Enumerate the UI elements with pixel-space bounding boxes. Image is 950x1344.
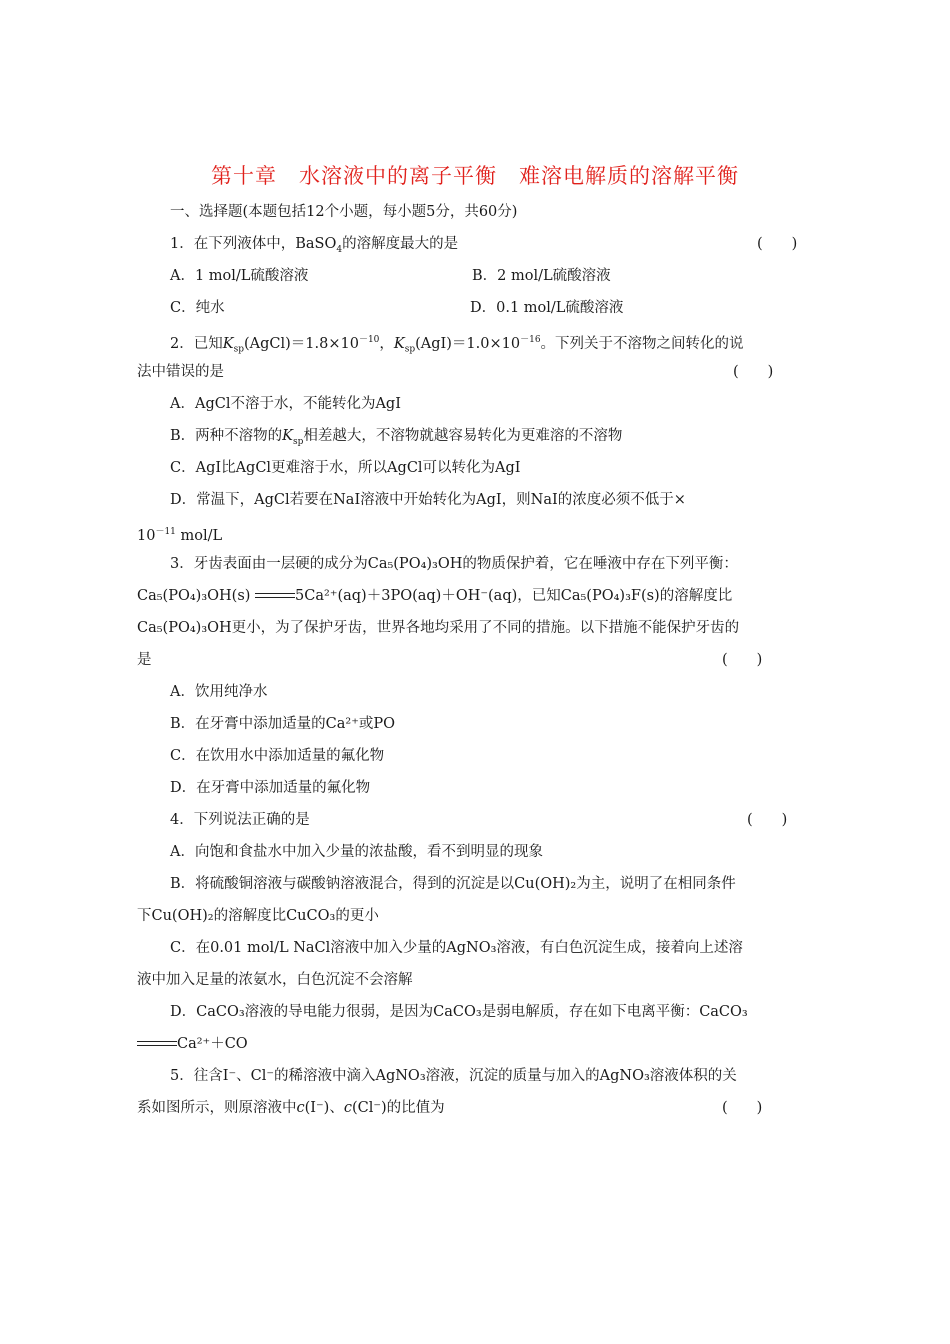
question-5-stem: 5．往含I⁻、Cl⁻的稀溶液中滴入AgNO₃溶液，沉淀的质量与加入的AgNO₃溶液体积的关 [170, 1068, 737, 1084]
answer-blank: ( ) [733, 364, 774, 380]
question-3-option-d: D．在牙膏中添加适量的氟化物 [170, 780, 371, 796]
question-4-stem: 4．下列说法正确的是 [170, 812, 310, 828]
answer-blank: ( ) [722, 1100, 763, 1116]
question-1-option-a: A．1 mol/L硫酸溶液 [170, 268, 309, 284]
question-2-stem: 2．已知$K_{sp}(AgCl)=1.8\times 10^{-10}$，$K_{sp}(AgI)=1.0\times 10^{-16}$。下列关于不溶物之间转化的说 [170, 335, 744, 355]
section-heading: 一、选择题(本题包括12个小题，每小题5分，共60分) [170, 204, 518, 220]
question-1-stem: 1．在下列液体中，BaSO$_4$的溶解度最大的是 [170, 236, 459, 255]
question-4-option-c-line-2: 液中加入足量的浓氨水，白色沉淀不会溶解 [137, 972, 413, 988]
question-2-option-d: D．常温下，AgCl若要在NaI溶液中开始转化为AgI，则NaI的浓度必须不低于× [170, 492, 686, 508]
question-1-option-c: C．纯水 [170, 300, 225, 316]
question-3-stem: 3．牙齿表面由一层硬的成分为Ca₅(PO₄)₃OH的物质保护着，它在唾液中存在下列平衡： [170, 556, 738, 572]
question-2-option-a: A．AgCl不溶于水，不能转化为AgI [170, 396, 401, 412]
question-4-option-c: C．在0.01 mol/L NaCl溶液中加入少量的AgNO₃溶液，有白色沉淀生成，接着向上述溶 [170, 940, 743, 956]
chapter-title: 第十章 水溶液中的离子平衡 难溶电解质的溶解平衡 [211, 164, 739, 188]
question-3-equation: Ca₅(PO₄)₃OH(s) 5Ca²⁺(aq)＋3PO(aq)＋OH⁻(aq)，已知Ca₅(PO₄)₃F(s)的溶解度比 [137, 588, 733, 604]
answer-blank: ( ) [722, 652, 763, 668]
question-2-option-d-line-2: $10^{-11}$ mol/L [137, 527, 223, 544]
question-2-option-c: C．AgI比AgCl更难溶于水，所以AgCl可以转化为AgI [170, 460, 521, 476]
question-3-option-b: B．在牙膏中添加适量的Ca²⁺或PO [170, 716, 396, 732]
question-2-option-b: B．两种不溶物的$K_{sp}$相差越大，不溶物就越容易转化为更难溶的不溶物 [170, 428, 623, 447]
question-3-stem-line-3: Ca₅(PO₄)₃OH更小，为了保护牙齿，世界各地均采用了不同的措施。以下措施不能保护牙齿的 [137, 620, 740, 636]
question-4-option-d: D．CaCO₃溶液的导电能力很弱，是因为CaCO₃是弱电解质，存在如下电离平衡：CaCO₃ [170, 1004, 748, 1020]
question-4-option-a: A．向饱和食盐水中加入少量的浓盐酸，看不到明显的现象 [170, 844, 543, 860]
question-2-stem-line-2: 法中错误的是 [137, 364, 224, 380]
equilibrium-arrow-icon [137, 1039, 177, 1049]
equilibrium-arrow-icon [255, 591, 295, 601]
question-5-stem-line-2: 系如图所示，则原溶液中c(I⁻)、c(Cl⁻)的比值为 [137, 1100, 445, 1116]
question-4-option-d-line-2: Ca²⁺＋CO [137, 1034, 248, 1054]
question-3-option-c: C．在饮用水中添加适量的氟化物 [170, 748, 385, 764]
question-1-option-d: D．0.1 mol/L硫酸溶液 [470, 300, 624, 316]
answer-blank: ( ) [747, 812, 788, 828]
question-3-option-a: A．饮用纯净水 [170, 684, 268, 700]
answer-blank: ( ) [757, 236, 798, 252]
question-1-option-b: B．2 mol/L硫酸溶液 [472, 268, 611, 284]
question-3-stem-line-4: 是 [137, 652, 152, 668]
question-4-option-b: B．将硫酸铜溶液与碳酸钠溶液混合，得到的沉淀是以Cu(OH)₂为主，说明了在相同条件 [170, 876, 736, 892]
question-4-option-b-line-2: 下Cu(OH)₂的溶解度比CuCO₃的更小 [137, 908, 379, 924]
